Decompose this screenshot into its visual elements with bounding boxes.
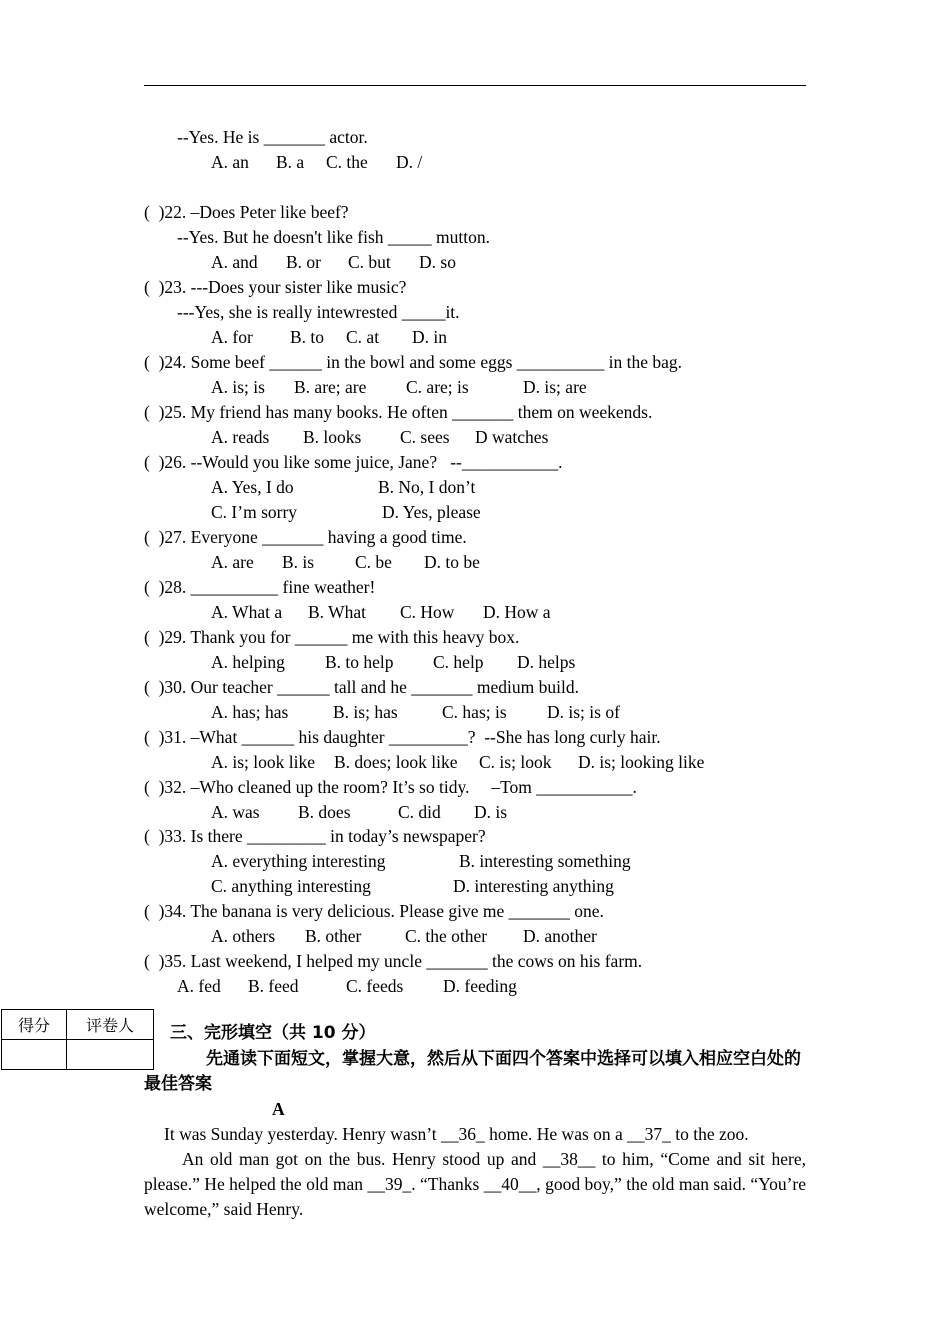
option: A. fed	[177, 976, 221, 996]
option: B. does	[298, 802, 351, 822]
question-23-stem: ( )23. ---Does your sister like music?	[144, 277, 407, 297]
option: C. sees	[400, 427, 450, 447]
header-rule	[144, 85, 806, 86]
option: A. has; has	[211, 702, 289, 722]
option: D. Yes, please	[382, 502, 481, 522]
option: D. is; looking like	[578, 752, 705, 772]
option: C. are; is	[406, 377, 469, 397]
option: A. Yes, I do	[211, 477, 294, 497]
option: A. everything interesting	[211, 851, 386, 871]
option: A. reads	[211, 427, 270, 447]
option: C. feeds	[346, 976, 404, 996]
option: C. be	[355, 552, 392, 572]
option: A. for	[211, 327, 253, 347]
question-31-stem: ( )31. –What ______ his daughter _________? --She has long curly hair.	[144, 727, 661, 747]
option: A. helping	[211, 652, 285, 672]
option: C. did	[398, 802, 441, 822]
option: D. is	[474, 802, 508, 822]
option: B. is; has	[333, 702, 398, 722]
option: C. is; look	[479, 752, 552, 772]
option: A. was	[211, 802, 260, 822]
question-33-stem: ( )33. Is there _________ in today’s newspaper?	[144, 826, 486, 846]
option: C. I’m sorry	[211, 502, 298, 522]
option: D watches	[475, 427, 549, 447]
option: A. What a	[211, 602, 283, 622]
option: B. No, I don’t	[378, 477, 476, 497]
option: D. is; is of	[547, 702, 620, 722]
option: D. interesting anything	[453, 876, 614, 896]
score-cell[interactable]	[2, 1040, 67, 1070]
section-heading: 三、完形填空（共 10 分）	[170, 1023, 376, 1043]
option: D. to be	[424, 552, 480, 572]
score-header: 得分	[2, 1010, 67, 1040]
option: B. to	[290, 327, 325, 347]
option: B. interesting something	[459, 851, 631, 871]
option: B. looks	[303, 427, 362, 447]
question-29-stem: ( )29. Thank you for ______ me with this heavy box.	[144, 627, 520, 647]
score-table	[1, 1009, 154, 1070]
grader-cell[interactable]	[67, 1040, 154, 1070]
option: A. are	[211, 552, 254, 572]
option: D. in	[412, 327, 447, 347]
option: A. an	[211, 152, 249, 172]
option: B. is	[282, 552, 315, 572]
lead-answer-line: --Yes. He is _______ actor.	[177, 127, 368, 147]
question-24-stem: ( )24. Some beef ______ in the bowl and some eggs __________ in the bag.	[144, 352, 683, 372]
section-instruction: 先通读下面短文，掌握大意，然后从下面四个答案中选择可以填入相应空白处的最佳答案	[144, 1049, 801, 1094]
option: C. but	[348, 252, 391, 272]
question-28-stem: ( )28. __________ fine weather!	[144, 577, 376, 597]
option: A. is; look like	[211, 752, 316, 772]
question-26-stem: ( )26. --Would you like some juice, Jane? --___________.	[144, 452, 563, 472]
question-30-stem: ( )30. Our teacher ______ tall and he _______ medium build.	[144, 677, 579, 697]
option: C. at	[346, 327, 380, 347]
passage-label: A	[272, 1099, 285, 1119]
option: C. How	[400, 602, 455, 622]
grader-header: 评卷人	[67, 1010, 154, 1040]
option: B. does; look like	[334, 752, 458, 772]
question-34-stem: ( )34. The banana is very delicious. Please give me _______ one.	[144, 901, 604, 921]
question-22-reply: --Yes. But he doesn't like fish _____ mutton.	[177, 227, 490, 247]
option: D. helps	[517, 652, 576, 672]
option: B. What	[308, 602, 367, 622]
option: D. How a	[483, 602, 551, 622]
question-25-stem: ( )25. My friend has many books. He often _______ them on weekends.	[144, 402, 653, 422]
option: B. to help	[325, 652, 394, 672]
question-22-stem: ( )22. –Does Peter like beef?	[144, 202, 349, 222]
option: B. are; are	[294, 377, 367, 397]
option: C. the other	[405, 926, 488, 946]
option: C. help	[433, 652, 484, 672]
question-32-stem: ( )32. –Who cleaned up the room? It’s so tidy. –Tom ___________.	[144, 777, 637, 797]
option: D. feeding	[443, 976, 517, 996]
option: D. is; are	[523, 377, 587, 397]
option: C. the	[326, 152, 368, 172]
option: B. or	[286, 252, 321, 272]
option: D. so	[419, 252, 456, 272]
option: A. is; is	[211, 377, 265, 397]
option: C. has; is	[442, 702, 507, 722]
option: D. /	[396, 152, 423, 172]
option: A. and	[211, 252, 258, 272]
option: B. feed	[248, 976, 299, 996]
option: C. anything interesting	[211, 876, 371, 896]
option: B. other	[305, 926, 362, 946]
question-27-stem: ( )27. Everyone _______ having a good time.	[144, 527, 467, 547]
passage-paragraph-2: An old man got on the bus. Henry stood up and __38__ to him, “Come and sit here, please.” He helped the old man __39_. “Thanks __40__, good boy,” the old man said. “You’re welcome,” said Henry.	[144, 1149, 806, 1219]
option: D. another	[523, 926, 597, 946]
option: A. others	[211, 926, 276, 946]
question-35-stem: ( )35. Last weekend, I helped my uncle _______ the cows on his farm.	[144, 951, 643, 971]
passage-line-1: It was Sunday yesterday. Henry wasn’t __36_ home. He was on a __37_ to the zoo.	[164, 1124, 749, 1144]
question-23-reply: ---Yes, she is really intewrested _____it.	[177, 302, 460, 322]
option: B. a	[276, 152, 305, 172]
